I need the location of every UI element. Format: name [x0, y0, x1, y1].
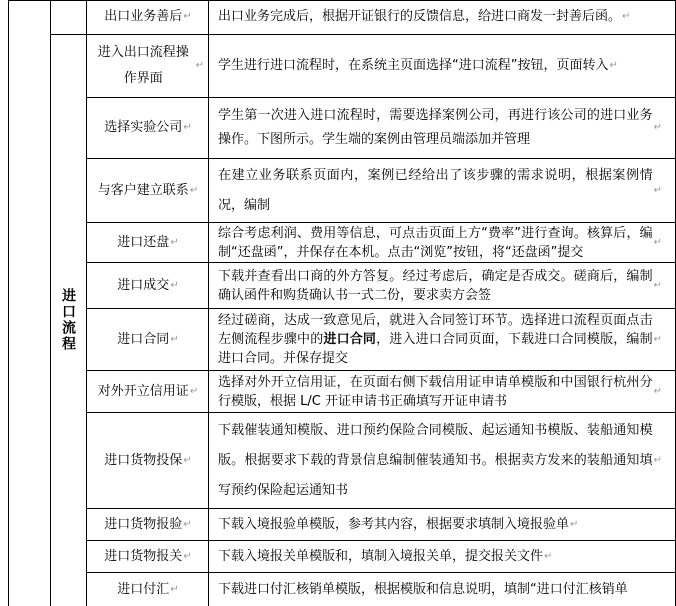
desc-cell: 下载入境报验单模版，参考其内容，根据要求填制入境报验单 ↵ [210, 509, 668, 540]
desc-cell: 出口业务完成后，根据开证银行的反馈信息，给进口商发一封善后函。 ↵ [210, 0, 668, 34]
desc-cell: 下载并查看出口商的外方答复。经过考虑后，确定是否成交。磋商后，编制确认函件和购货确认书一式二份，要求卖方会签 ↵ [218, 268, 662, 303]
desc-bold: 进口合同 [323, 332, 377, 347]
step-label: 进口成交 [117, 277, 170, 293]
step-cell: 进入出口流程操作界面 ↵ [88, 35, 208, 97]
desc-cell: 选择对外开立信用证，在页面右侧下载信用证申请单模版和中国银行杭州分行模版，根据 L/C 开证申请书正确填写开证申请书 ↵ [218, 374, 662, 409]
step-cell: 选择实验公司 ↵ [88, 98, 208, 158]
step-description: 下载催装通知模版、进口预约保险合同模版、起运通知书模版、装船通知模版。根据要求下载的背景信息编制催装通知书。根据卖方发来的装船通知填写预约保险起运通知书 [218, 422, 653, 498]
step-cell: 与客户建立联系 ↵ [88, 159, 208, 222]
step-cell: 进口货物报关 ↵ [88, 541, 208, 572]
step-description: 在建立业务联系页面内，案例已经给出了该步骤的需求说明，根据案例情况，编制 [218, 167, 653, 213]
step-label: 进口付汇 [117, 581, 170, 597]
step-description: 选择对外开立信用证，在页面右侧下载信用证申请单模版和中国银行杭州分行模版，根据 L/C 开证申请书正确填写开证申请书 [218, 374, 653, 409]
step-description: 综合考虑利润、费用等信息，可点击页面上方“费率”进行查询。核算后，编制“还盘函”，并保存在本机。点击“浏览”按钮，将“还盘函”提交 [218, 225, 653, 260]
step-label: 选择实验公司 [104, 120, 183, 135]
section-cell [50, 34, 86, 606]
step-description: 学生进行进口流程时，在系统主页面选择“进口流程”按钮，页面转入 [218, 58, 609, 73]
step-label: 出口业务善后 [104, 9, 183, 24]
desc-pre: 经过磋商，达成一致意见后，就进入合同签订环节。选择进口流程页面点击左侧流程步骤中的 [218, 313, 653, 347]
table-border-top-left [86, 0, 87, 34]
desc-cell: 下载催装通知模版、进口预约保险合同模版、起运通知书模版、装船通知模版。根据要求下载的背景信息编制催装通知书。根据卖方发来的装船通知填写预约保险起运通知书 ↵ [210, 413, 668, 508]
step-cell: 出口业务善后 ↵ [88, 0, 208, 34]
step-cell: 进口货物投保 ↵ [88, 413, 208, 508]
step-cell: 进口合同 ↵ [88, 309, 208, 370]
step-label: 进口货物投保 [104, 452, 183, 468]
table-border-step-right [208, 0, 209, 606]
table-border-section-right [86, 34, 87, 606]
step-description [218, 311, 653, 368]
desc-cell: 经过磋商，达成一致意见后，就进入合同签订环节。选择进口流程页面点击左侧流程步骤中的进口合同，进入进口合同页面，下载进口合同模版，编制进口合同。并保存提交 ↵ [218, 313, 662, 366]
desc-cell [210, 573, 668, 606]
step-label: 进口合同 [117, 331, 170, 347]
step-cell: 进口还盘 ↵ [88, 223, 208, 262]
step-description: 下载并查看出口商的外方答复。经过考虑后，确定是否成交。磋商后，编制确认函件和购货确认书一式二份，要求卖方会签 [218, 268, 653, 303]
step-label: 进入出口流程操作界面 [97, 45, 189, 86]
desc-cell: 学生进行进口流程时，在系统主页面选择“进口流程”按钮，页面转入 ↵ [210, 35, 668, 97]
desc-cell: 下载入境报关单模版和，填制入境报关单，提交报关文件 ↵ [210, 541, 668, 572]
step-label: 对外开立信用证 [97, 383, 189, 399]
step-label: 进口还盘 [117, 234, 170, 250]
table-border-left [8, 0, 9, 606]
step-cell: 对外开立信用证 ↵ [88, 371, 208, 412]
desc-post: ，进入进口合同页面，下载进口合同模版，编制进口合同。并保存提交 [218, 332, 653, 366]
step-label: 与客户建立联系 [97, 182, 189, 198]
step-description: 下载入境报关单模版和，填制入境报关单，提交报关文件 [218, 548, 544, 564]
step-cell: 进口成交 ↵ [88, 263, 208, 308]
desc-cell: 综合考虑利润、费用等信息，可点击页面上方“费率”进行查询。核算后，编制“还盘函”，并保存在本机。点击“浏览”按钮，将“还盘函”提交 ↵ [218, 225, 662, 260]
desc-cell: 在建立业务联系页面内，案例已经给出了该步骤的需求说明，根据案例情况，编制 ↵ [210, 159, 668, 222]
step-cell: 进口货物报验 ↵ [88, 509, 208, 540]
section-label: 进口流程 [60, 288, 76, 352]
step-description: 下载入境报验单模版，参考其内容，根据要求填制入境报验单 [218, 516, 570, 532]
step-description: 出口业务完成后，根据开证银行的反馈信息，给进口商发一封善后函。 [218, 9, 622, 24]
step-description: 下载进口付汇核销单模版，根据模版和信息说明，填制“进口付汇核销单 [218, 581, 628, 597]
step-label: 进口货物报验 [104, 516, 183, 532]
step-description: 学生第一次进入进口流程时，需要选择案例公司，再进行该公司的进口业务操作。下图所示。学生端的案例由管理员端添加并管理 [218, 108, 653, 147]
desc-cell: 学生第一次进入进口流程时，需要选择案例公司，再进行该公司的进口业务操作。下图所示。学生端的案例由管理员端添加并管理 ↵ [210, 98, 668, 158]
step-label: 进口货物报关 [104, 548, 183, 564]
step-cell: 进口付汇 ↵ [88, 573, 208, 606]
